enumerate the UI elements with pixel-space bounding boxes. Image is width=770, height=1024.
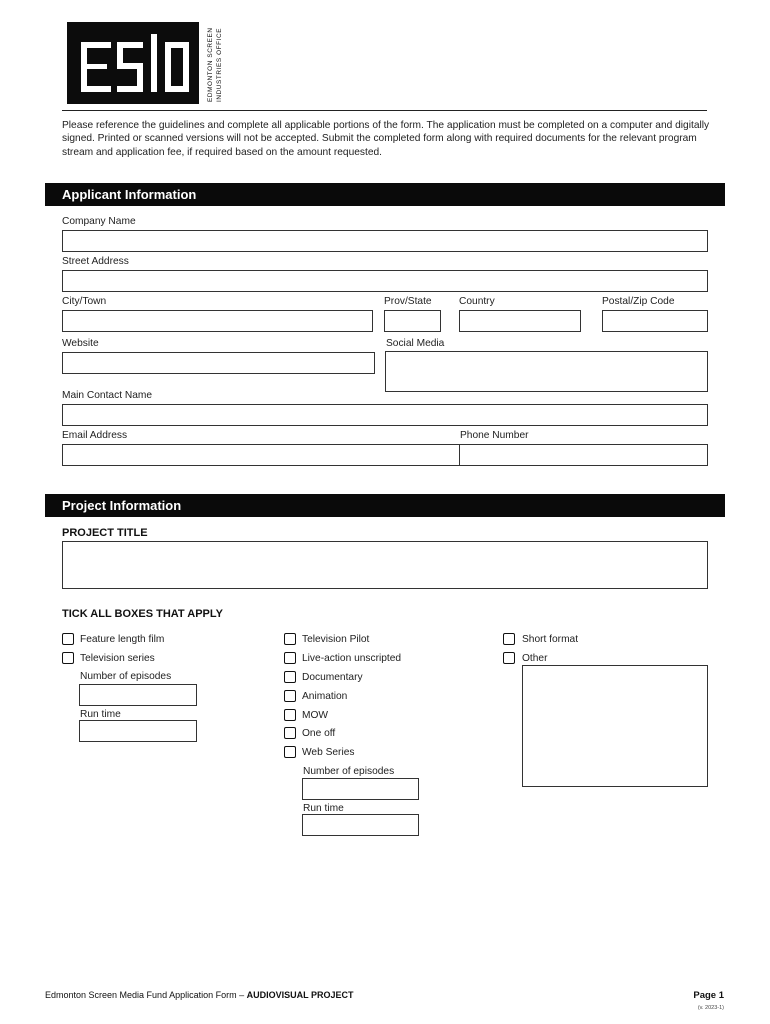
- web-series-label: Web Series: [302, 747, 355, 758]
- company-name-label: Company Name: [62, 216, 136, 227]
- web-episodes-label: Number of episodes: [303, 766, 395, 777]
- animation-checkbox[interactable]: [284, 690, 296, 702]
- tick-boxes-label: TICK ALL BOXES THAT APPLY: [62, 608, 223, 620]
- esio-logo: [67, 22, 199, 104]
- project-title-label: PROJECT TITLE: [62, 527, 148, 539]
- live-action-label: Live-action unscripted: [302, 653, 402, 664]
- feature-film-checkbox[interactable]: [62, 633, 74, 645]
- tv-series-checkbox[interactable]: [62, 652, 74, 664]
- documentary-label: Documentary: [302, 672, 363, 683]
- other-description-field[interactable]: [522, 665, 708, 787]
- social-media-field[interactable]: [385, 351, 708, 392]
- logo-line-2: INDUSTRIES OFFICE: [216, 27, 223, 102]
- short-format-checkbox[interactable]: [503, 633, 515, 645]
- social-media-label: Social Media: [386, 338, 445, 349]
- mow-label: MOW: [302, 710, 329, 721]
- phone-field[interactable]: [459, 444, 708, 466]
- web-runtime-label: Run time: [303, 803, 344, 814]
- one-off-checkbox[interactable]: [284, 727, 296, 739]
- web-runtime-field[interactable]: [302, 814, 419, 836]
- country-label: Country: [459, 296, 495, 307]
- main-contact-field[interactable]: [62, 404, 708, 426]
- tv-runtime-field[interactable]: [79, 720, 197, 742]
- company-name-field[interactable]: [62, 230, 708, 252]
- footer-form-name: [45, 990, 353, 1000]
- website-label: Website: [62, 338, 99, 349]
- footer-form-title: Edmonton Screen Media Fund Application Form –: [45, 990, 247, 1000]
- web-episodes-field[interactable]: [302, 778, 419, 800]
- prov-field[interactable]: [384, 310, 441, 332]
- street-address-label: Street Address: [62, 256, 129, 267]
- phone-label: Phone Number: [460, 430, 529, 441]
- tv-pilot-label: Television Pilot: [302, 634, 370, 645]
- live-action-checkbox[interactable]: [284, 652, 296, 664]
- city-field[interactable]: [62, 310, 373, 332]
- tv-runtime-label: Run time: [80, 709, 121, 720]
- esio-logo-mark: [67, 22, 199, 104]
- logo-wordmark: [204, 22, 226, 104]
- tv-series-label: Television series: [80, 653, 155, 664]
- postal-field[interactable]: [602, 310, 708, 332]
- documentary-checkbox[interactable]: [284, 671, 296, 683]
- tv-episodes-label: Number of episodes: [80, 671, 172, 682]
- tv-episodes-field[interactable]: [79, 684, 197, 706]
- feature-film-label: Feature length film: [80, 634, 165, 645]
- footer-form-type: AUDIOVISUAL PROJECT: [246, 990, 354, 1000]
- applicant-section-header: Applicant Information: [45, 183, 725, 206]
- postal-label: Postal/Zip Code: [602, 296, 675, 307]
- street-address-field[interactable]: [62, 270, 708, 292]
- header-rule: [62, 110, 707, 111]
- prov-label: Prov/State: [384, 296, 432, 307]
- intro-paragraph: Please reference the guidelines and complete all applicable portions of the form. The application must be completed on a computer and digitally signed. Printed or scanned versions will not be accepted. Submit the completed form along with required documents for the relevant program stream and application fee, if required based on the amount requested.: [62, 120, 710, 158]
- page-number: Page 1: [693, 990, 724, 1001]
- main-contact-label: Main Contact Name: [62, 390, 153, 401]
- one-off-label: One off: [302, 728, 336, 739]
- short-format-label: Short format: [522, 634, 579, 645]
- mow-checkbox[interactable]: [284, 709, 296, 721]
- version-label: (v. 2023-1): [697, 1005, 724, 1011]
- web-series-checkbox[interactable]: [284, 746, 296, 758]
- website-field[interactable]: [62, 352, 375, 374]
- logo-line-1: EDMONTON SCREEN: [207, 27, 214, 102]
- city-label: City/Town: [62, 296, 107, 307]
- project-section-header: Project Information: [45, 494, 725, 517]
- country-field[interactable]: [459, 310, 581, 332]
- email-label: Email Address: [62, 430, 128, 441]
- other-label: Other: [522, 653, 548, 664]
- project-title-field[interactable]: [62, 541, 708, 589]
- animation-label: Animation: [302, 691, 348, 702]
- tv-pilot-checkbox[interactable]: [284, 633, 296, 645]
- other-checkbox[interactable]: [503, 652, 515, 664]
- email-field[interactable]: [62, 444, 460, 466]
